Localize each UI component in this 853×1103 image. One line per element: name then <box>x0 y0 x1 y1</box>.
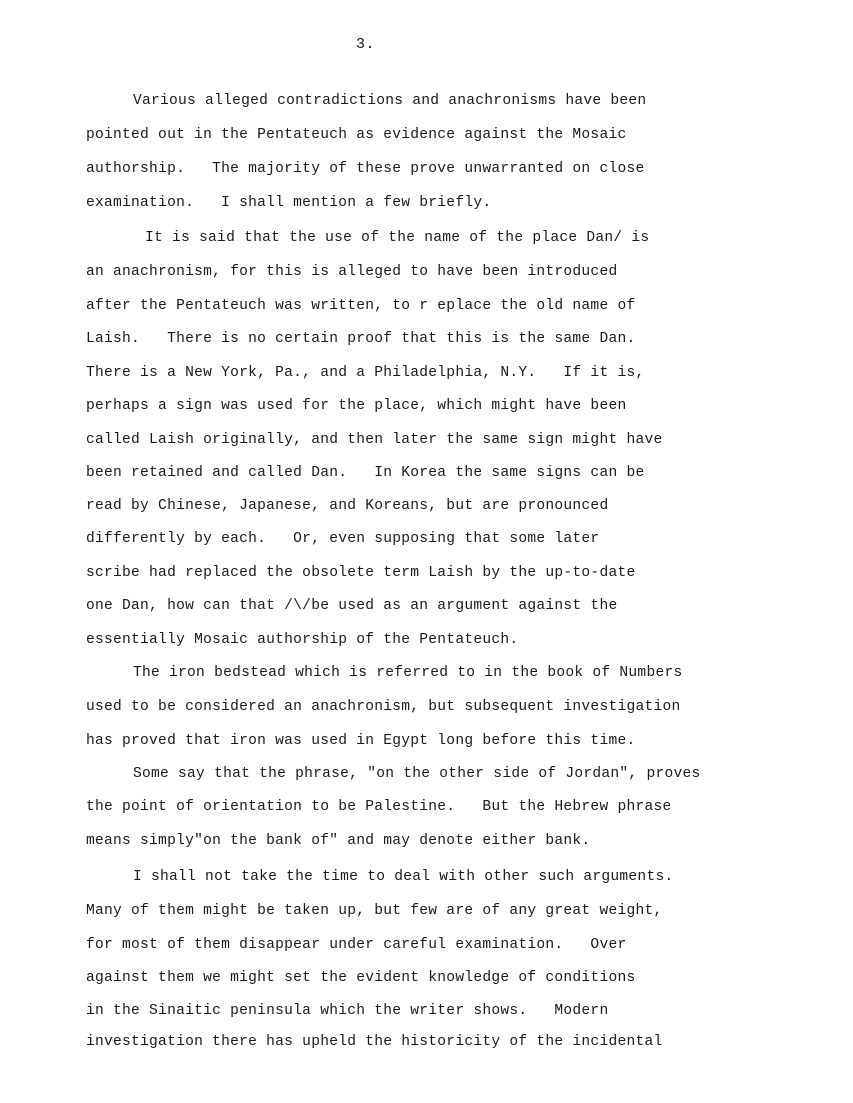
text-line: pointed out in the Pentateuch as evidence against the Mosaic <box>86 127 627 143</box>
text-line: Laish. There is no certain proof that this is the same Dan. <box>86 331 636 347</box>
text-line: differently by each. Or, even supposing that some later <box>86 531 600 547</box>
text-line: used to be considered an anachronism, but subsequent investigation <box>86 699 681 715</box>
text-line: has proved that iron was used in Egypt long before this time. <box>86 733 636 749</box>
text-line: the point of orientation to be Palestine. But the Hebrew phrase <box>86 799 672 815</box>
text-line: It is said that the use of the name of the place Dan/ is <box>145 230 650 246</box>
text-line: essentially Mosaic authorship of the Pentateuch. <box>86 632 519 648</box>
text-line: in the Sinaitic peninsula which the writer shows. Modern <box>86 1003 609 1019</box>
text-line: Some say that the phrase, "on the other side of Jordan", proves <box>133 766 701 782</box>
text-line: one Dan, how can that /\/be used as an argument against the <box>86 598 618 614</box>
text-line: There is a New York, Pa., and a Philadelphia, N.Y. If it is, <box>86 365 645 381</box>
text-line: for most of them disappear under careful examination. Over <box>86 937 627 953</box>
text-line: Many of them might be taken up, but few are of any great weight, <box>86 903 663 919</box>
text-line: I shall not take the time to deal with other such arguments. <box>133 869 674 885</box>
text-line: investigation there has upheld the historicity of the incidental <box>86 1034 663 1050</box>
text-line: authorship. The majority of these prove unwarranted on close <box>86 161 645 177</box>
text-line: The iron bedstead which is referred to in the book of Numbers <box>133 665 683 681</box>
text-line: been retained and called Dan. In Korea the same signs can be <box>86 465 645 481</box>
text-line: scribe had replaced the obsolete term Laish by the up-to-date <box>86 565 636 581</box>
text-line: after the Pentateuch was written, to r eplace the old name of <box>86 298 636 314</box>
text-line: against them we might set the evident knowledge of conditions <box>86 970 636 986</box>
text-line: an anachronism, for this is alleged to have been introduced <box>86 264 618 280</box>
text-line: Various alleged contradictions and anachronisms have been <box>133 93 647 109</box>
text-line: means simply"on the bank of" and may denote either bank. <box>86 833 591 849</box>
text-line: called Laish originally, and then later the same sign might have <box>86 432 663 448</box>
text-line: read by Chinese, Japanese, and Koreans, but are pronounced <box>86 498 609 514</box>
text-line: perhaps a sign was used for the place, which might have been <box>86 398 627 414</box>
text-line: examination. I shall mention a few briefly. <box>86 195 492 211</box>
page-number: 3. <box>356 36 376 53</box>
